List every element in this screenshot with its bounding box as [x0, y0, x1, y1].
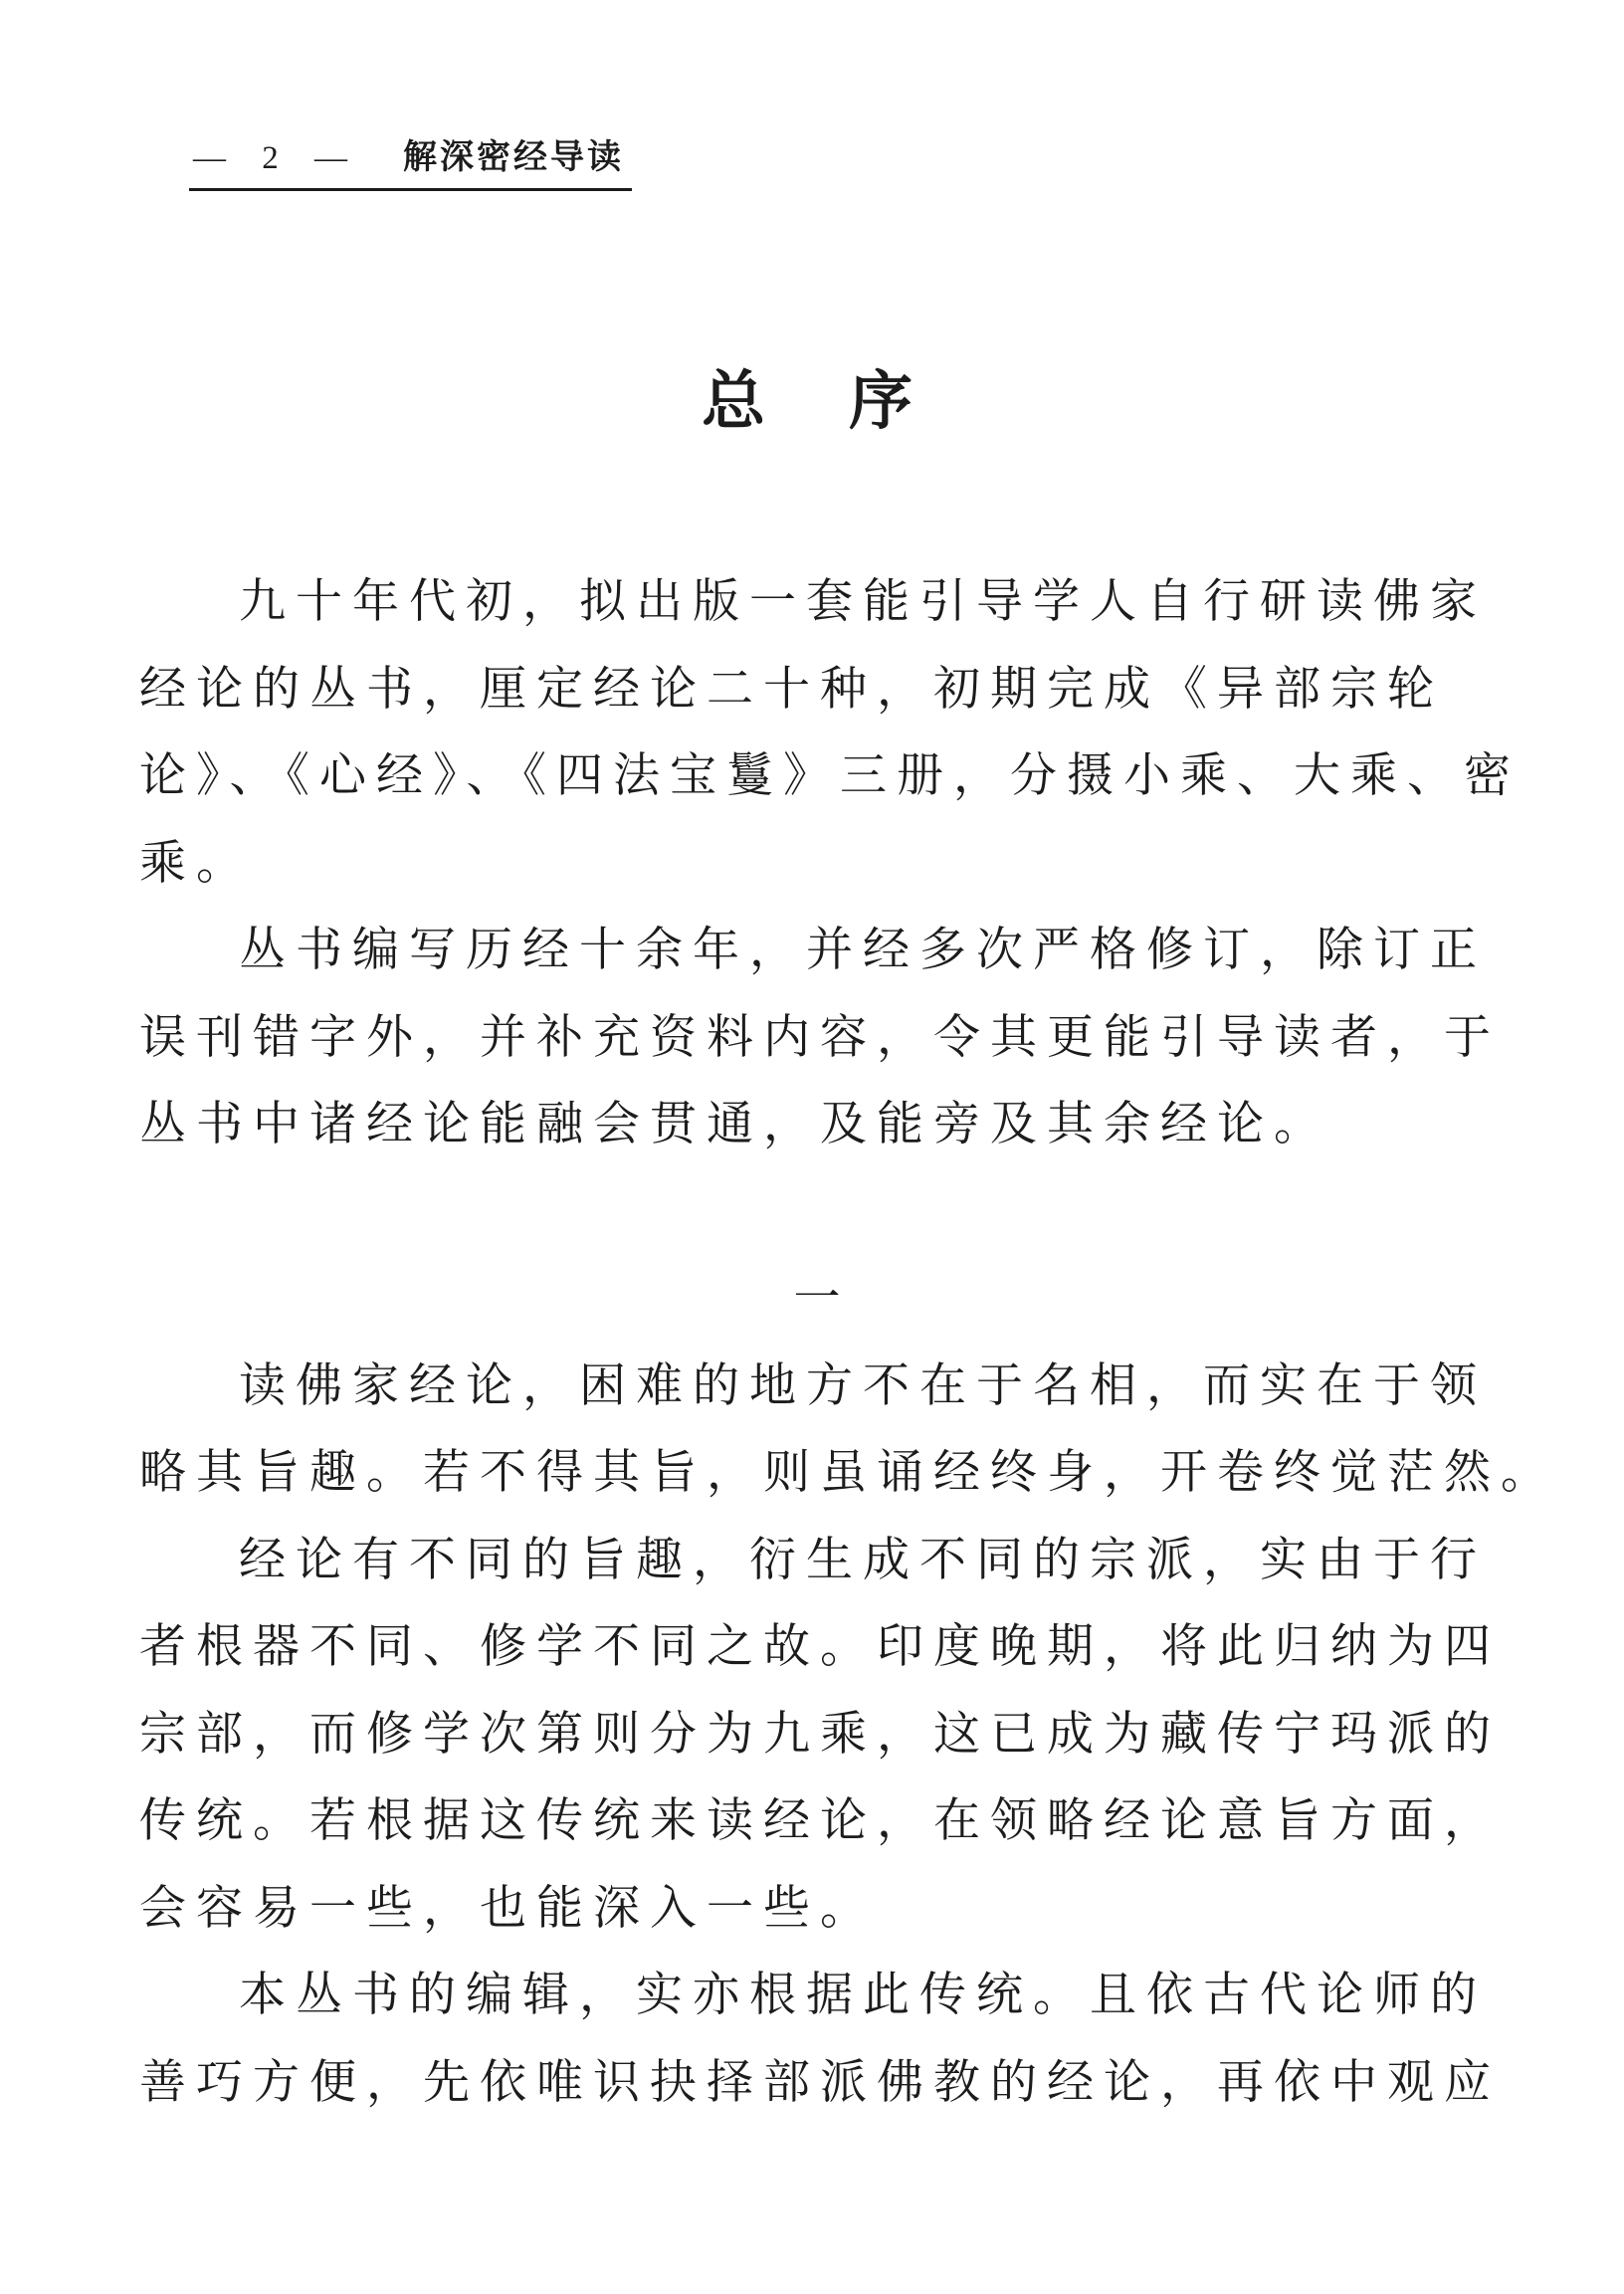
- page-number: — 2 —: [193, 140, 361, 176]
- paragraph-line: 论》、《心经》、《四法宝鬘》三册，分摄小乘、大乘、密: [139, 750, 1521, 802]
- paragraph: [139, 559, 1521, 908]
- paragraph: [139, 908, 1501, 1169]
- paragraph: [139, 1518, 1501, 1954]
- paragraph-line: 丛书编写历经十余年，并经多次严格修订，除订正: [239, 925, 1487, 976]
- paragraph-line: 宗部，而修学次第则分为九乘，这已成为藏传宁玛派的: [139, 1708, 1501, 1761]
- paragraph-line: 会容易一些，也能深入一些。: [139, 1882, 877, 1935]
- paragraph-line: 者根器不同、修学不同之故。印度晚期，将此归纳为四: [139, 1621, 1501, 1673]
- section-marker: 一: [793, 1273, 841, 1325]
- body-text: [139, 559, 1557, 2127]
- paragraph-line: 乘。: [139, 837, 253, 890]
- chapter-title: 总 序: [702, 366, 922, 437]
- paragraph-line: 经论有不同的旨趣，衍生成不同的宗派，实由于行: [239, 1534, 1487, 1586]
- paragraph-line: 误刊错字外，并补充资料内容，令其更能引导读者，于: [139, 1011, 1501, 1064]
- running-title: 解深密经导读: [403, 139, 624, 176]
- paragraph-line: 九十年代初，拟出版一套能引导学人自行研读佛家: [239, 576, 1487, 628]
- paragraph-line: 善巧方便，先依唯识抉择部派佛教的经论，再依中观应: [139, 2056, 1501, 2109]
- paragraph: [139, 1953, 1501, 2127]
- paragraph-line: 丛书中诸经论能融会贯通，及能旁及其余经论。: [139, 1099, 1330, 1150]
- paragraph-line: 略其旨趣。若不得其旨，则虽诵经终身，开卷终觉茫然。: [139, 1447, 1557, 1499]
- paragraph-line: 传统。若根据这传统来读经论，在领略经论意旨方面，: [139, 1795, 1501, 1847]
- paragraph: [139, 1344, 1557, 1518]
- paragraph-line: 读佛家经论，困难的地方不在于名相，而实在于领: [239, 1359, 1487, 1412]
- running-header: [189, 129, 632, 191]
- paragraph-line: 经论的丛书，厘定经论二十种，初期完成《异部宗轮: [139, 663, 1444, 716]
- paragraph-line: 本丛书的编辑，实亦根据此传统。且依古代论师的: [239, 1970, 1487, 2021]
